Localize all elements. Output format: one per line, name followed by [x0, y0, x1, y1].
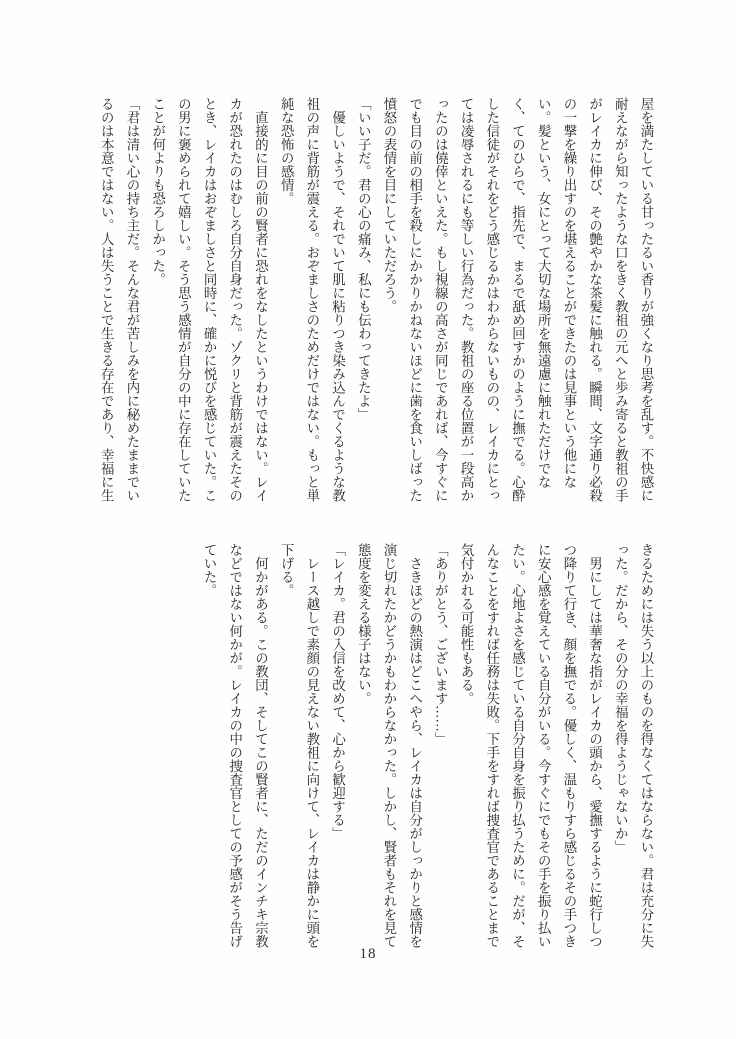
text-column: した信徒がそれをどう感じるかはわからないものの、レイカにとっ: [484, 97, 500, 502]
text-column: さきほどの熱演はどこへやら、レイカは自分がしっかりと感情を: [407, 543, 423, 948]
text-column: 「レイカ。君の入信を改めて、心から歓迎する」: [330, 543, 346, 840]
text-column: 演じ切れたかどうかもわからなかった。しかし、賢者もそれを見て: [381, 543, 397, 948]
text-column: 何かがある。この教団、そしてこの賢者に、ただのインチキ宗教: [253, 543, 269, 948]
text-column: 憤怒の表情を目にしていただろう。: [381, 97, 397, 313]
text-column: 優しいようで、それでいて肌に粘りつき染み込んでくるような教: [330, 97, 346, 502]
text-column: に安心感を覚えている自分がいる。今すぐにでもその手を振り払い: [536, 543, 552, 948]
text-column: るのは本意ではない。人は失うことで生きる存在であり、幸福に生: [99, 97, 115, 502]
text-column: 屋を満たしている甘ったるい香りが強くなり思考を乱す。不快感に: [639, 97, 654, 502]
text-column: 態度を変える様子はない。: [356, 543, 372, 705]
text-column: った。だから、その分の幸福を得ようじゃないか」: [613, 543, 629, 854]
text-column: ては凌辱されるにも等しい行為だった。教祖の座る位置が一段高か: [459, 97, 475, 502]
text-column: の男に褒められて嬉しい。そう思う感情が自分の中に存在していた: [176, 97, 192, 502]
text-column: 祖の声に背筋が震える。おぞましさのためだけではない。もっと単: [304, 97, 320, 502]
text-column: 気付かれる可能性もある。: [459, 543, 475, 705]
text-column: んなことをすれば任務は失敗。下手をすれば捜査官であることまで: [484, 543, 500, 948]
text-column: く、てのひらで、指先で、まるで舐め回すかのように撫でる。心酔: [510, 97, 526, 502]
text-column: 純な恐怖の感情。: [279, 97, 295, 205]
text-column: 直接的に目の前の賢者に恐れをなしたというわけではない。レイ: [253, 97, 269, 502]
text-column: ったのは僥倖といえた。もし視線の高さが同じであれば、今すぐに: [433, 97, 449, 502]
text-column: たい。心地よさを感じている自分自身を振り払うために。だが、そ: [510, 543, 526, 948]
text-column: とき、レイカはおぞましさと同時に、確かに悦びを感じていた。こ: [202, 97, 218, 502]
page-number: 18: [359, 946, 377, 962]
text-column: でも目の前の相手を殺しにかかりかねないほどに歯を食いしばった: [407, 97, 423, 502]
text-column: い。髪という、女にとって大切な場所を無遠慮に触れただけでな: [536, 97, 552, 489]
text-column: 「ありがとう、ございます……」: [433, 543, 449, 746]
text-column: 「いい子だ。君の心の痛み、私にも伝わってきたよ」: [356, 97, 372, 421]
text-column: 下げる。: [279, 543, 295, 597]
text-column: などではない何かが。レイカの中の捜査官としての予感がそう告げ: [227, 543, 243, 948]
text-block-top: [94, 97, 659, 505]
text-column: 男にしては華奢な指がレイカの頭から、愛撫するように蛇行しつ: [587, 543, 603, 948]
text-column: カが恐れたのはむしろ自分自身だった。ゾクリと背筋が震えたその: [227, 97, 243, 502]
text-column: きるためには失う以上のものを得なくてはならない。君は充分に失: [639, 543, 654, 948]
text-column: 「君は清い心の持ち主だ。そんな君が苦しみを内に秘めたままでい: [124, 97, 140, 502]
text-column: つ降りて行き、顔を撫でる。優しく、温もりすら感じるその手つき: [561, 543, 577, 948]
text-column: の一撃を繰り出すのを堪えることができたのは見事という他にな: [561, 97, 577, 489]
text-column: がレイカに伸び、その艶やかな茶髪に触れる。瞬間、文字通り必殺: [587, 97, 603, 502]
text-column: レース越しで素顔の見えない教祖に向けて、レイカは静かに頭を: [304, 543, 320, 948]
text-column: 耐えながら知ったような口をきく教祖の元へと歩み寄ると教祖の手: [613, 97, 629, 502]
text-column: ことが何よりも恐ろしかった。: [150, 97, 166, 286]
text-column: ていた。: [202, 543, 218, 597]
text-block-bottom: [196, 543, 659, 951]
